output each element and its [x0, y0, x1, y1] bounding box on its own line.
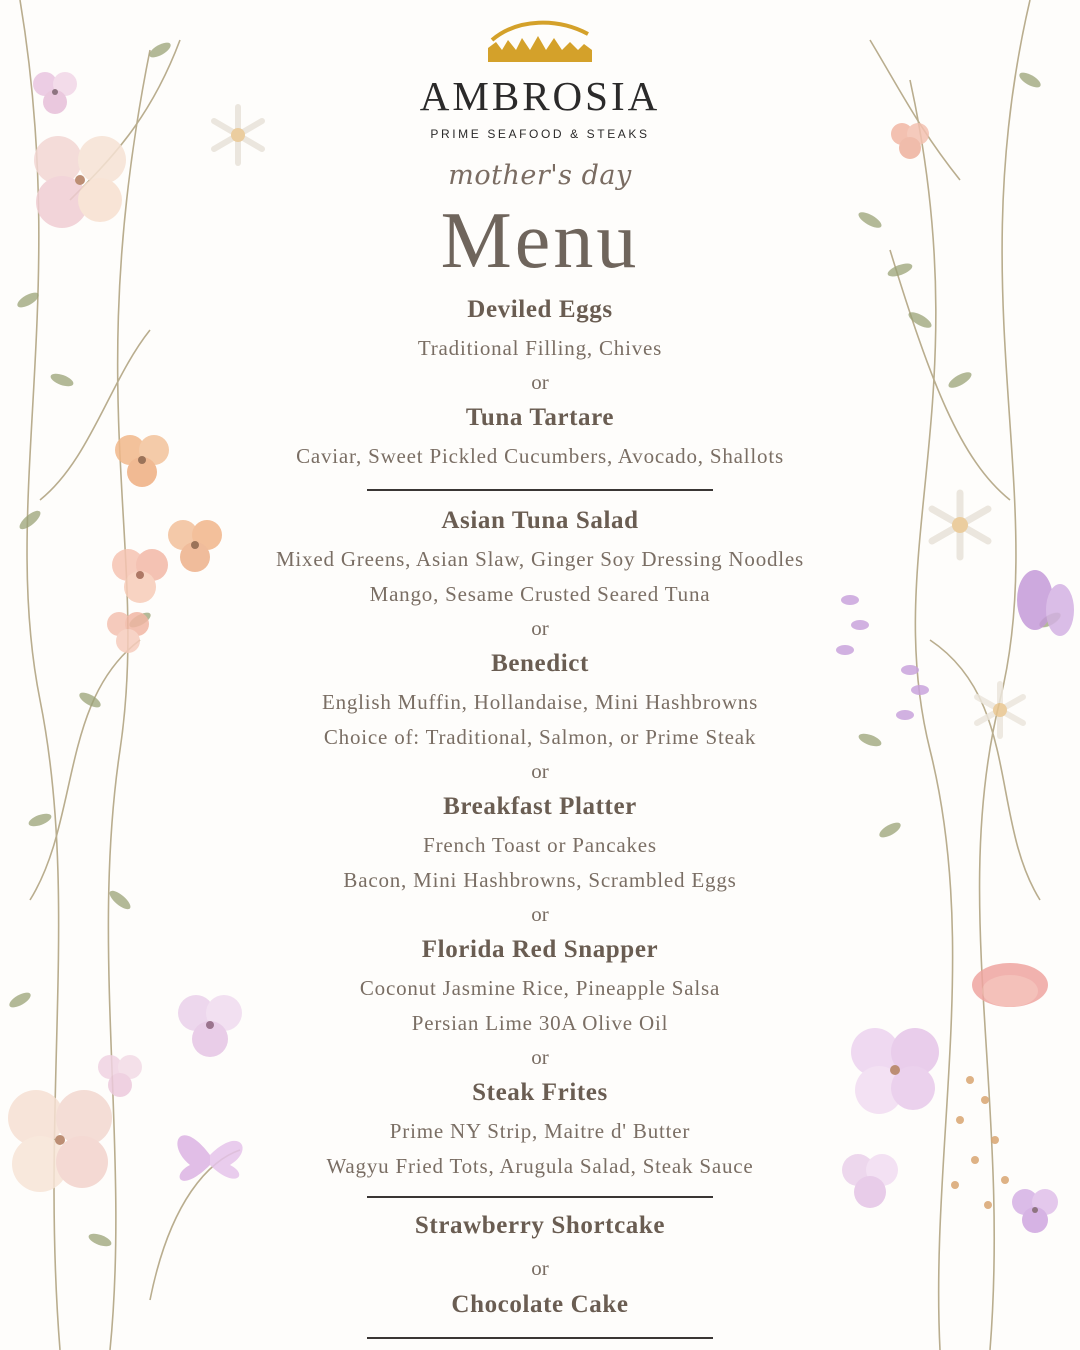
item-name: Strawberry Shortcake: [414, 1212, 666, 1239]
item-name: Florida Red Snapper: [421, 936, 659, 963]
brand-name: AMBROSIA: [419, 73, 661, 119]
item-desc: Mango, Sesame Crusted Seared Tuna: [369, 582, 711, 606]
item-name: Asian Tuna Salad: [441, 507, 639, 534]
or-separator: or: [531, 1045, 549, 1069]
occasion-script: mother's day: [448, 160, 632, 191]
item-desc: Choice of: Traditional, Salmon, or Prime Steak: [323, 725, 757, 749]
item-name: Breakfast Platter: [443, 793, 637, 820]
brand-tagline: PRIME SEAFOOD & STEAKS: [430, 127, 650, 141]
item-desc: Wagyu Fried Tots, Arugula Salad, Steak Sauce: [326, 1154, 754, 1178]
item-desc: Traditional Filling, Chives: [417, 336, 663, 360]
or-separator: or: [531, 370, 549, 394]
or-separator: or: [531, 759, 549, 783]
item-desc: Mixed Greens, Asian Slaw, Ginger Soy Dressing Noodles: [275, 547, 805, 571]
item-desc: English Muffin, Hollandaise, Mini Hashbrowns: [321, 690, 759, 714]
item-desc: French Toast or Pancakes: [423, 833, 657, 857]
page-title: Menu: [440, 197, 640, 285]
item-name: Deviled Eggs: [467, 296, 613, 323]
item-desc: Caviar, Sweet Pickled Cucumbers, Avocado, Shallots: [296, 444, 784, 468]
item-desc: Prime NY Strip, Maitre d' Butter: [389, 1119, 691, 1143]
item-name: Steak Frites: [472, 1079, 608, 1106]
section-divider: [367, 489, 713, 491]
section-divider: [367, 1196, 713, 1198]
or-separator: or: [531, 1256, 549, 1280]
item-name: Benedict: [491, 650, 589, 677]
item-desc: Coconut Jasmine Rice, Pineapple Salsa: [359, 976, 721, 1000]
item-name: Tuna Tartare: [465, 404, 615, 431]
item-desc: Bacon, Mini Hashbrowns, Scrambled Eggs: [343, 868, 737, 892]
building-skyline-logo-icon: [488, 14, 592, 64]
item-desc: Persian Lime 30A Olive Oil: [411, 1011, 669, 1035]
or-separator: or: [531, 616, 549, 640]
item-name: Chocolate Cake: [451, 1291, 629, 1318]
or-separator: or: [531, 902, 549, 926]
section-divider: [367, 1337, 713, 1339]
